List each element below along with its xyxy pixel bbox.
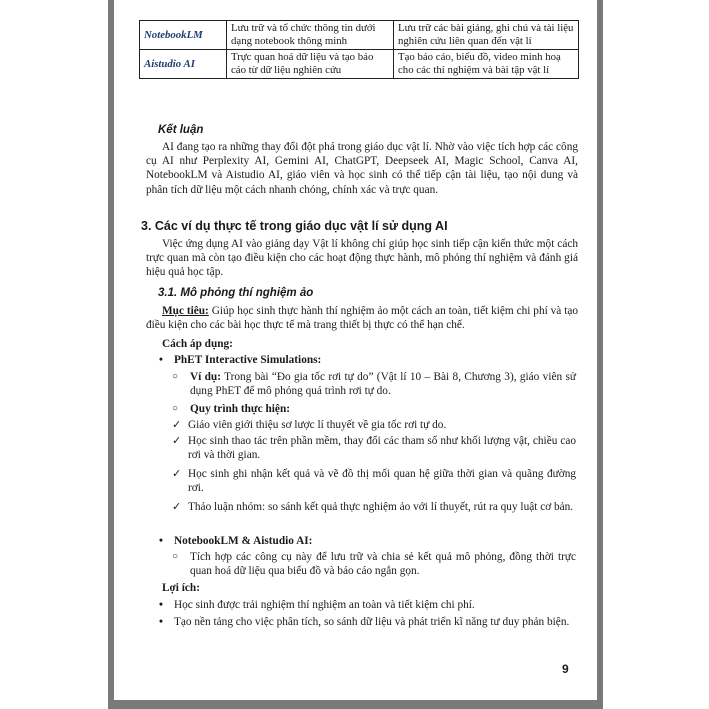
list-item: [172, 467, 576, 495]
tool-function: Lưu trữ và tổ chức thông tin dưới dạng notebook thông minh: [227, 21, 394, 50]
bullet-icon: •: [159, 599, 163, 611]
list-item: [156, 353, 576, 367]
benefit-text: Học sinh được trải nghiệm thí nghiệm an toàn và tiết kiệm chi phí.: [174, 599, 475, 611]
check-icon: ✓: [172, 468, 182, 480]
tool-application: Lưu trữ các bài giảng, ghi chú và tài liệu nghiên cứu liên quan đến vật lí: [394, 21, 579, 50]
apply-label: Cách áp dụng:: [162, 338, 233, 350]
conclusion-paragraph: AI đang tạo ra những thay đổi đột phá trong giáo dục vật lí. Nhờ vào việc tích hợp các công cụ AI như Perplexity AI, Gemini AI, ChatGPT, Deepseek AI, Magic School, Canva AI, NotebookLM và Aistudio AI, giáo viên và học sinh có thể tiếp cận tài liệu, tạo nội dung và phân tích dữ liệu một cách nhanh chóng, chính xác và trực quan.: [146, 141, 578, 196]
check-icon: ✓: [172, 435, 182, 447]
step-text: Thảo luận nhóm: so sánh kết quả thực nghiệm ảo với lí thuyết, rút ra quy luật cơ bản.: [188, 501, 574, 513]
page-number: 9: [562, 662, 569, 676]
benefits-label: Lợi ích:: [162, 582, 200, 594]
circle-bullet-icon: ○: [172, 403, 179, 414]
list-item: [172, 434, 576, 462]
step-text: Học sinh ghi nhận kết quả và vẽ đồ thị mối quan hệ giữa thời gian và quãng đường rơi.: [188, 468, 576, 495]
list-item: [156, 615, 576, 629]
list-item: [156, 598, 576, 612]
section-3-intro: Việc ứng dụng AI vào giảng dạy Vật lí không chỉ giúp học sinh tiếp cận kiến thức một cách trực quan mà còn tạo điều kiện cho các hoạt động thực hành, mô phỏng thí nghiệm và đánh giá hiệu quả học tập.: [146, 238, 578, 279]
table-row: [140, 50, 579, 79]
tool-name: NotebookLM: [140, 21, 227, 50]
subsection-3-1-heading: 3.1. Mô phỏng thí nghiệm ảo: [158, 287, 314, 299]
list-item: [156, 534, 576, 548]
process-label: Quy trình thực hiện:: [190, 403, 290, 415]
circle-bullet-icon: ○: [172, 551, 179, 562]
ai-tools-table: [139, 20, 579, 79]
tool-name: Aistudio AI: [140, 50, 227, 79]
example-text: Trong bài “Đo gia tốc rơi tự do” (Vật lí 10 – Bài 8, Chương 3), giáo viên sử dụng PhET để mô phỏng quá trình rơi tự do.: [190, 371, 576, 398]
list-item: [172, 402, 576, 416]
notebook-title: NotebookLM & Aistudio AI:: [174, 535, 313, 547]
example-label: Ví dụ:: [190, 371, 221, 383]
list-item: [172, 500, 576, 514]
check-icon: ✓: [172, 501, 182, 513]
table-row: [140, 21, 579, 50]
check-icon: ✓: [172, 419, 182, 431]
goal-label: Mục tiêu:: [162, 305, 209, 317]
notebook-text: Tích hợp các công cụ này để lưu trữ và chia sẻ kết quả mô phỏng, đồng thời trực quan hoá dữ liệu qua biểu đồ và báo cáo ngắn gọn.: [190, 551, 576, 578]
book-page: [114, 0, 597, 700]
list-item: [172, 418, 576, 432]
goal-text: Giúp học sinh thực hành thí nghiệm ảo một cách an toàn, tiết kiệm chi phí và tạo điều kiện cho các bài học thực tế mà trang thiết bị thực có thể hạn chế.: [146, 305, 578, 332]
step-text: Học sinh thao tác trên phần mềm, thay đổi các tham số như khối lượng vật, chiều cao rơi và thời gian.: [188, 435, 576, 462]
tool-function: Trực quan hoá dữ liệu và tạo báo cáo từ dữ liệu nghiên cứu: [227, 50, 394, 79]
bullet-icon: •: [159, 616, 163, 628]
phet-title: PhET Interactive Simulations:: [174, 354, 322, 366]
goal-paragraph: [146, 304, 578, 332]
benefit-text: Tạo nền tảng cho việc phân tích, so sánh dữ liệu và phát triển kĩ năng tư duy phản biện.: [174, 616, 570, 628]
list-item: [172, 550, 576, 578]
conclusion-heading: Kết luận: [158, 124, 204, 136]
tool-application: Tạo báo cáo, biểu đồ, video minh hoạ cho các thí nghiệm và bài tập vật lí: [394, 50, 579, 79]
bullet-icon: •: [159, 354, 163, 366]
bullet-icon: •: [159, 535, 163, 547]
list-item: [172, 370, 576, 398]
circle-bullet-icon: ○: [172, 371, 179, 382]
step-text: Giáo viên giới thiệu sơ lược lí thuyết về gia tốc rơi tự do.: [188, 419, 447, 431]
section-3-heading: 3. Các ví dụ thực tế trong giáo dục vật lí sử dụng AI: [141, 219, 448, 233]
